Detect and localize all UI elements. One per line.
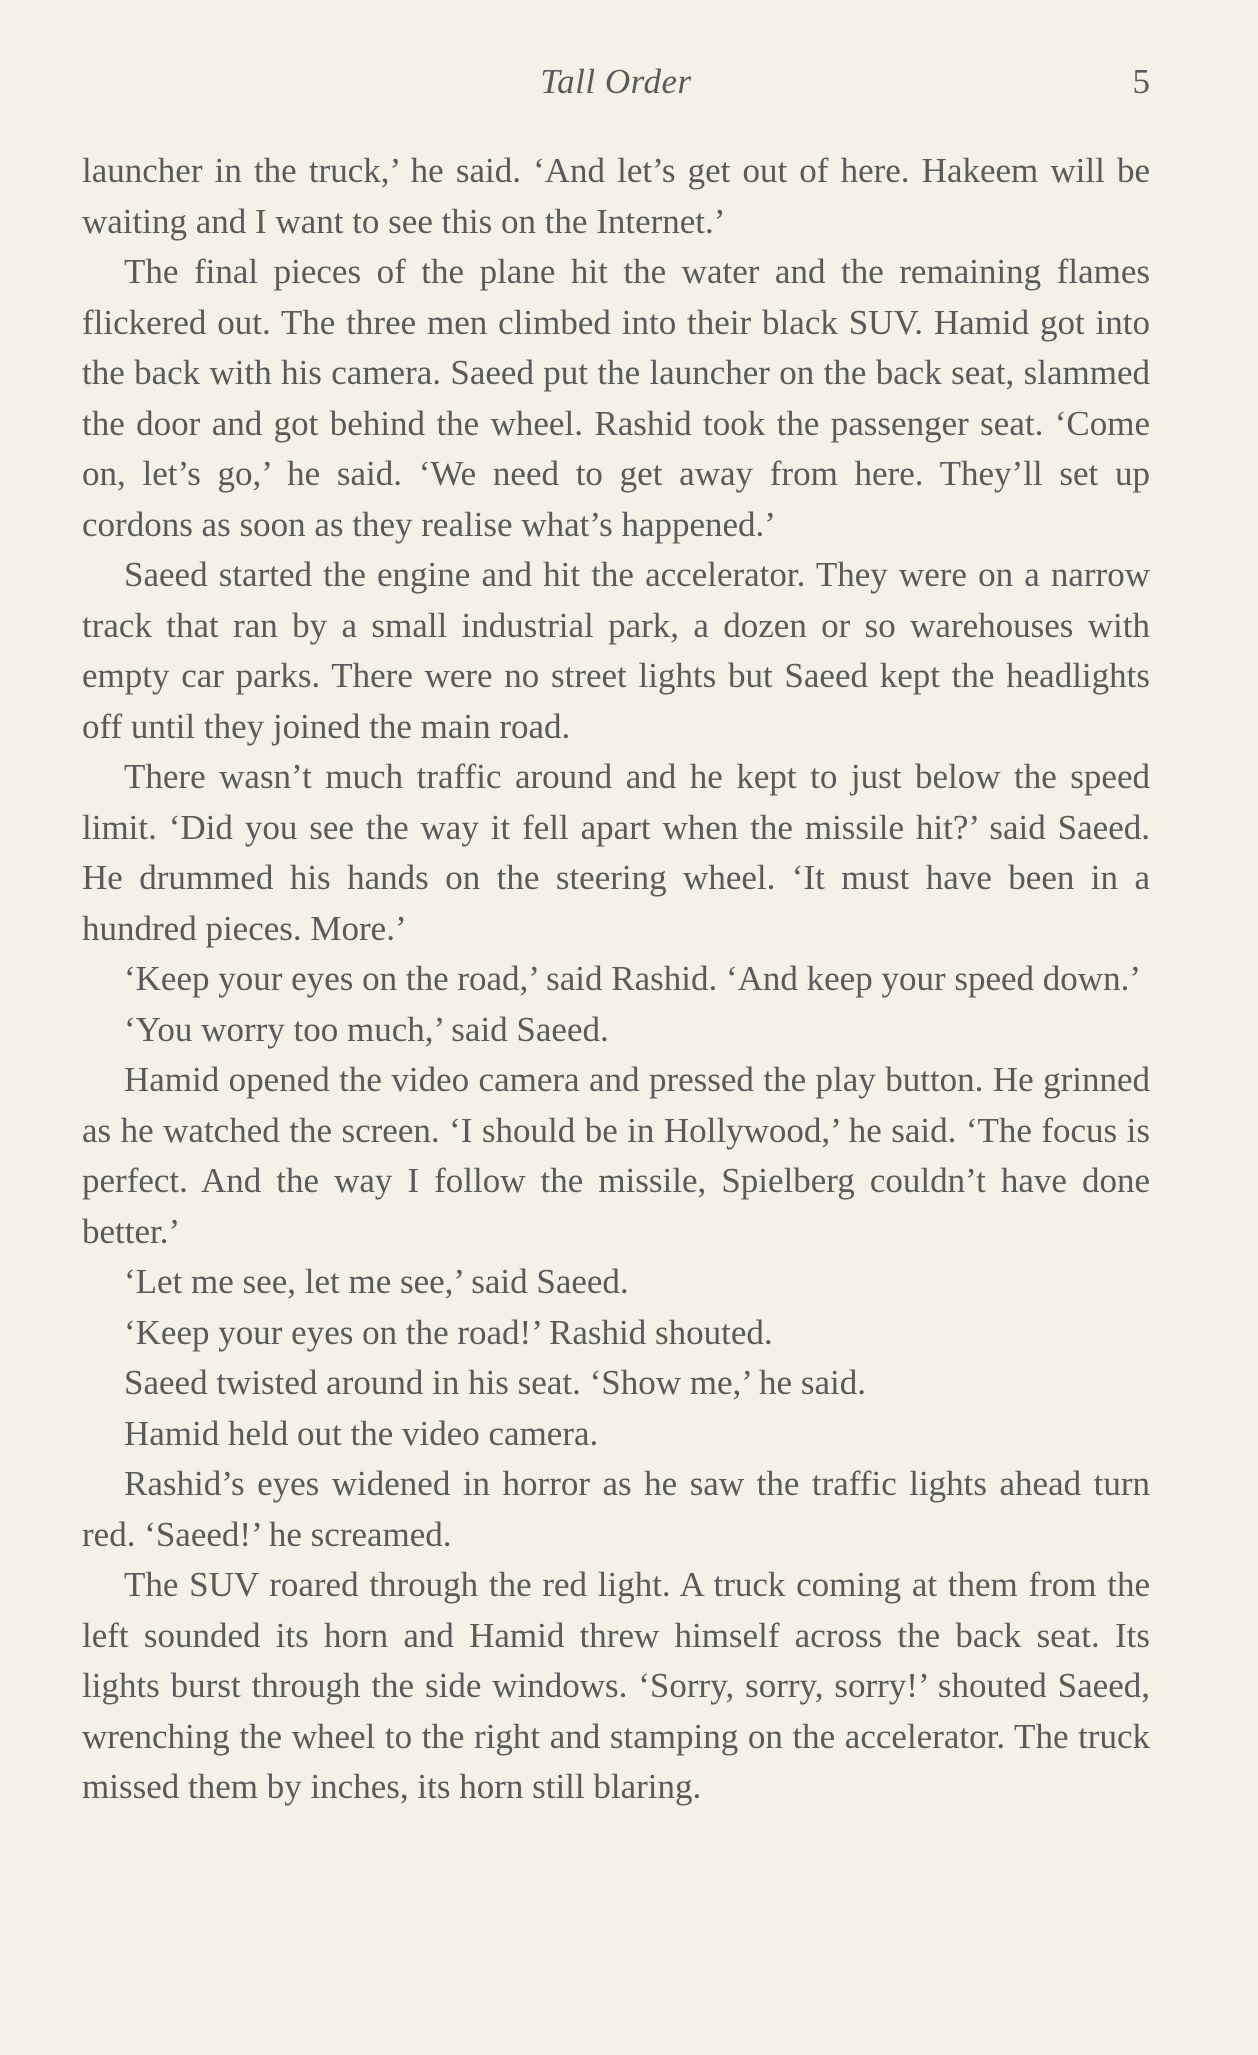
body-text [82,146,1150,1813]
paragraph: Hamid held out the video camera. [124,1413,599,1453]
paragraph: The final pieces of the plane hit the water and the remaining flames flickered out. The three men climbed into their black SUV. Hamid got into the back with his camera. Saeed put the launcher on the back seat, slammed the door and got behind the wheel. Rashid took the passenger seat. ‘Come on, let’s go,’ he said. ‘We need to get away from here. They’ll set up cordons as soon as they realise what’s happened.’ [82,252,1150,544]
paragraph: launcher in the truck,’ he said. ‘And let’s get out of here. Hakeem will be waiting and I want to see this on the Internet.’ [82,151,1150,241]
page-header [82,62,1150,112]
paragraph: Saeed started the engine and hit the accelerator. They were on a narrow track that ran by a small industrial park, a dozen or so warehouses with empty car parks. There were no street lights but Saeed kept the headlights off until they joined the main road. [82,555,1150,746]
running-title: Tall Order [540,62,692,101]
paragraph: Saeed twisted around in his seat. ‘Show me,’ he said. [124,1363,866,1402]
paragraph: ‘Let me see, let me see,’ said Saeed. [124,1262,629,1301]
paragraph: Rashid’s eyes widened in horror as he saw the traffic lights ahead turn red. ‘Saeed!’ he screamed. [82,1464,1150,1554]
paragraph: ‘You worry too much,’ said Saeed. [124,1009,609,1049]
paragraph: There wasn’t much traffic around and he kept to just below the speed limit. ‘Did you see the way it fell apart when the missile hit?’ said Saeed. He drummed his hands on the steering wheel. ‘It must have been in a hundred pieces. More.’ [82,757,1150,948]
paragraph: ‘Keep your eyes on the road!’ Rashid shouted. [124,1312,773,1352]
paragraph: ‘Keep your eyes on the road,’ said Rashid. ‘And keep your speed down.’ [124,959,1141,998]
paragraph: The SUV roared through the red light. A truck coming at them from the left sounded its horn and Hamid threw himself across the back seat. Its lights burst through the side windows. ‘Sorry, sorry, sorry!’ shouted Saeed, wrenching the wheel to the right and stamping on the accelerator. The truck missed them by inches, its horn still blaring. [82,1565,1150,1806]
page-number: 5 [1132,62,1150,101]
paragraph: Hamid opened the video camera and pressed the play button. He grinned as he watched the screen. ‘I should be in Hollywood,’ he said. ‘The focus is perfect. And the way I follow the missile, Spielberg couldn’t have done better.’ [82,1060,1150,1251]
